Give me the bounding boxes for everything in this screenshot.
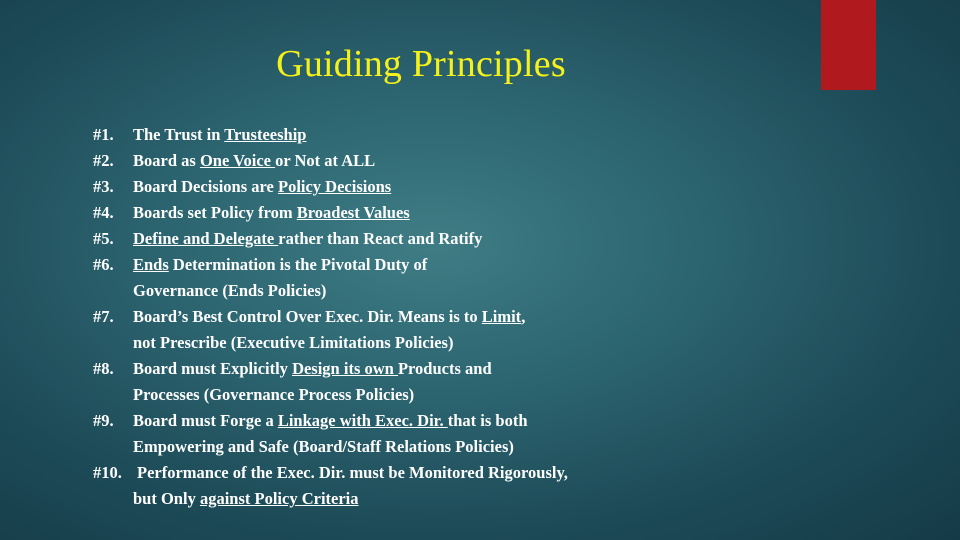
principle-number: #1.	[93, 125, 114, 144]
principle-text	[133, 148, 375, 174]
principle-text	[133, 226, 482, 252]
text-segment: Boards set Policy from	[133, 203, 297, 222]
principle-text	[133, 408, 528, 434]
principle-continuation	[93, 434, 568, 460]
underlined-phrase: Define and Delegate	[133, 229, 279, 248]
text-segment: Processes (Governance Process Policies)	[133, 385, 415, 404]
principle-number: #8.	[93, 359, 114, 378]
text-segment: Board as	[133, 151, 200, 170]
principle-number: #6.	[93, 255, 114, 274]
text-segment: Products and	[397, 359, 492, 378]
principle-item	[93, 304, 568, 330]
indent-spacer	[93, 330, 133, 356]
text-segment: not Prescribe (Executive Limitations Policies)	[133, 333, 454, 352]
underlined-phrase: Broadest Values	[296, 203, 410, 222]
underlined-phrase: One Voice	[199, 151, 276, 170]
principles-list	[93, 122, 568, 512]
underlined-phrase: Linkage with Exec. Dir.	[277, 411, 448, 430]
principle-number: #7.	[93, 307, 114, 326]
principle-text	[133, 304, 525, 330]
principle-text	[133, 486, 359, 512]
underlined-phrase: against Policy Criteria	[199, 489, 359, 508]
text-segment: The Trust in	[133, 125, 225, 144]
principle-text	[137, 460, 568, 486]
principle-continuation	[93, 382, 568, 408]
principle-text	[133, 382, 414, 408]
indent-spacer	[93, 382, 133, 408]
principle-text	[133, 174, 391, 200]
principle-number: #9.	[93, 411, 114, 430]
principle-text	[133, 278, 326, 304]
principle-number: #3.	[93, 177, 114, 196]
slide-title: Guiding Principles	[276, 43, 566, 85]
principle-number: #5.	[93, 229, 114, 248]
underlined-phrase: Ends	[133, 255, 169, 274]
principle-text	[133, 434, 514, 460]
principle-continuation	[93, 486, 568, 512]
text-segment: Determination is the Pivotal Duty of	[168, 255, 428, 274]
principle-item	[93, 460, 568, 486]
underlined-phrase: Trusteeship	[224, 125, 307, 144]
indent-spacer	[93, 278, 133, 304]
principle-item	[93, 408, 568, 434]
principle-number: #2.	[93, 151, 114, 170]
indent-spacer	[93, 486, 133, 512]
principle-item	[93, 356, 568, 382]
text-segment: but Only	[133, 489, 200, 508]
principle-number: #4.	[93, 203, 114, 222]
principle-item	[93, 200, 568, 226]
principle-continuation	[93, 330, 568, 356]
text-segment: Board must Explicitly	[133, 359, 293, 378]
principle-item	[93, 226, 568, 252]
text-segment: Governance (Ends Policies)	[133, 281, 327, 300]
principle-text	[133, 252, 427, 278]
principle-item	[93, 252, 568, 278]
principle-continuation	[93, 278, 568, 304]
text-segment: ,	[521, 307, 526, 326]
text-segment: Board must Forge a	[133, 411, 278, 430]
text-segment: rather than React and Ratify	[278, 229, 483, 248]
text-segment: that is both	[447, 411, 528, 430]
principle-text	[133, 356, 492, 382]
principle-item	[93, 148, 568, 174]
text-segment: Performance of the Exec. Dir. must be Monitored Rigorously,	[137, 463, 568, 482]
principle-item	[93, 122, 568, 148]
principle-item	[93, 174, 568, 200]
text-segment: Board’s Best Control Over Exec. Dir. Means is to	[133, 307, 482, 326]
principle-text	[133, 330, 453, 356]
underlined-phrase: Limit	[481, 307, 522, 326]
indent-spacer	[93, 434, 133, 460]
text-segment: Board Decisions are	[133, 177, 278, 196]
principle-number: #10.	[93, 463, 122, 482]
text-segment: Empowering and Safe (Board/Staff Relations Policies)	[133, 437, 514, 456]
principle-text	[133, 200, 410, 226]
principle-text	[133, 122, 306, 148]
underlined-phrase: Policy Decisions	[277, 177, 392, 196]
underlined-phrase: Design its own	[292, 359, 398, 378]
text-segment: or Not at ALL	[275, 151, 376, 170]
